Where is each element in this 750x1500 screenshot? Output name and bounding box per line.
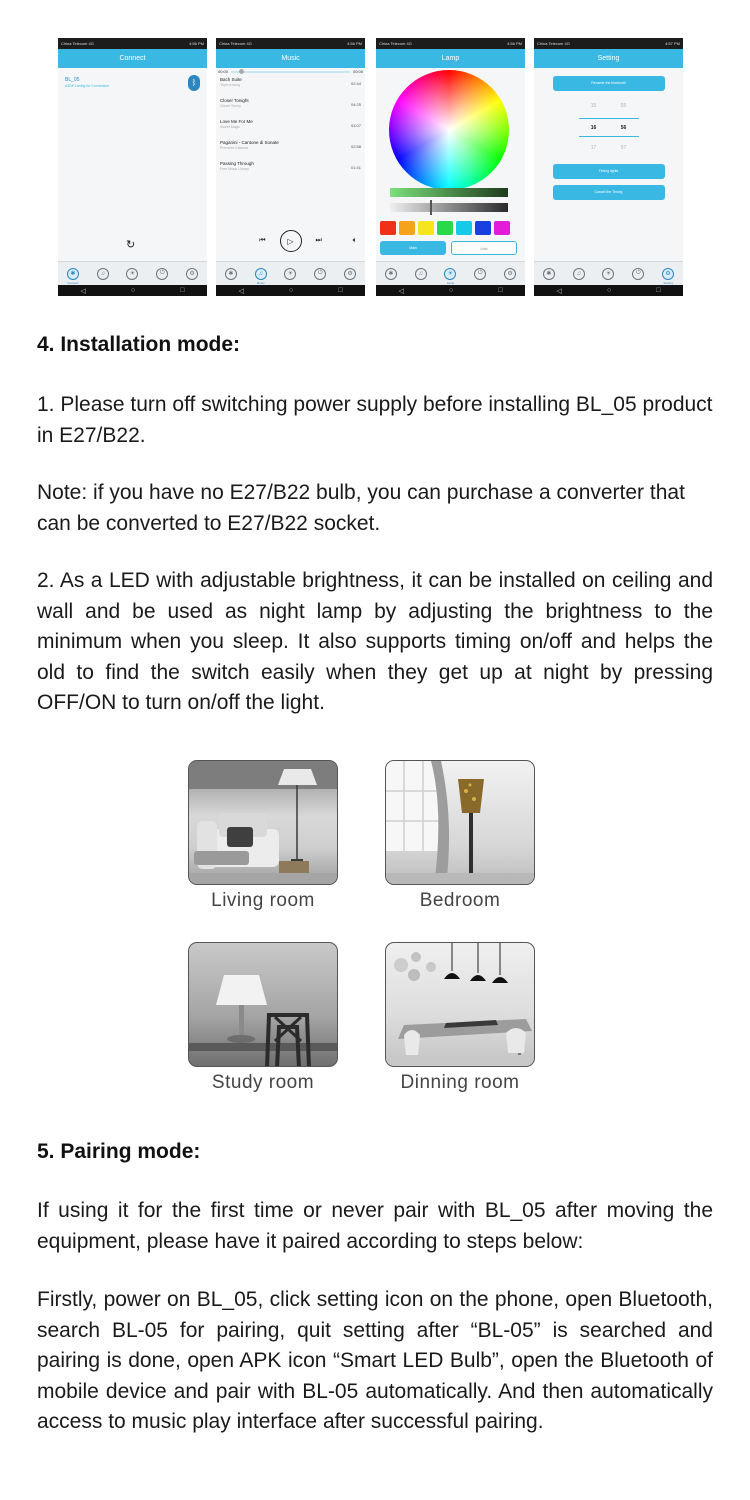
song-row[interactable]: [216, 96, 365, 117]
screen-title: Connect: [58, 49, 207, 68]
color-swatch[interactable]: [437, 221, 453, 235]
tab-music-icon[interactable]: ♫: [573, 268, 585, 280]
previous-icon[interactable]: ⏮: [259, 237, 266, 244]
clock-label: 4:57 PM: [665, 41, 680, 46]
carrier-label: China Telecom 4G: [537, 41, 570, 46]
tab-setting-icon[interactable]: ⚙ Setting: [662, 268, 674, 280]
android-nav-bar: [534, 285, 683, 296]
phone-screenshot-setting: [534, 38, 683, 296]
installation-heading: 4. Installation mode:: [37, 333, 241, 356]
minute-option[interactable]: 57: [620, 145, 627, 151]
tab-power-icon[interactable]: ⏻: [314, 268, 326, 280]
hour-option[interactable]: 15: [590, 103, 597, 109]
clock-label: 4:56 PM: [347, 41, 362, 46]
song-title: Paganini - Cantone di Sonate: [220, 140, 279, 145]
carrier-label: China Telecom 4G: [219, 41, 252, 46]
mode-main-button[interactable]: Main: [380, 241, 446, 255]
song-row[interactable]: [216, 159, 365, 180]
tab-label: Music: [256, 280, 265, 285]
song-artist: Yoyo ni dong: [220, 83, 241, 87]
color-swatch[interactable]: [399, 221, 415, 235]
back-icon[interactable]: ◁: [398, 287, 404, 295]
bedroom-label: Bedroom: [419, 890, 501, 911]
clock-label: 4:56 PM: [507, 41, 522, 46]
playback-controls: [216, 230, 365, 252]
rename-bluetooth-button[interactable]: Rename the bluetooth: [553, 76, 665, 91]
tab-music-icon[interactable]: ♫: [97, 268, 109, 280]
color-swatch[interactable]: [418, 221, 434, 235]
device-name: BL_05: [65, 77, 80, 83]
next-icon[interactable]: ⏭: [315, 237, 322, 244]
progress-track[interactable]: [231, 71, 350, 73]
song-artist: Premiere Classics: [220, 146, 249, 150]
hour-selected[interactable]: 16: [579, 118, 609, 137]
song-artist: Closer Sonny: [220, 104, 242, 108]
home-icon[interactable]: ○: [448, 287, 454, 294]
tab-music-icon[interactable]: ♫: [415, 268, 427, 280]
living-room-label: Living room: [211, 890, 315, 911]
tab-label: Setting: [663, 280, 673, 285]
color-swatch[interactable]: [380, 221, 396, 235]
brightness-slider[interactable]: [390, 188, 508, 197]
song-title: Passing Through: [220, 161, 254, 166]
mode-auto-button[interactable]: Auto: [451, 241, 517, 255]
android-nav-bar: [58, 285, 207, 296]
color-swatch[interactable]: [494, 221, 510, 235]
tab-connect-icon[interactable]: ✱: [225, 268, 237, 280]
pairing-intro: If using it for the first time or never pair with BL_05 after moving the equipment, please have it paired according to steps below:: [37, 1199, 713, 1253]
tab-label: Lamp: [446, 280, 455, 285]
tab-lamp-icon[interactable]: ☀ Lamp: [444, 268, 456, 280]
tab-setting-icon[interactable]: ⚙: [504, 268, 516, 280]
phone-screenshot-lamp: [376, 38, 525, 296]
timing-lights-button[interactable]: Timing lights: [553, 164, 665, 179]
study-room-label: Study room: [211, 1072, 315, 1093]
time-start: 00:00: [218, 69, 229, 74]
tab-lamp-icon[interactable]: ☀: [602, 268, 614, 280]
tab-lamp-icon[interactable]: ☀: [126, 268, 138, 280]
tab-bar: [534, 261, 683, 285]
status-bar: [534, 38, 683, 49]
song-row[interactable]: [216, 138, 365, 159]
screen-title: Music: [216, 49, 365, 68]
white-level-slider[interactable]: [390, 203, 508, 212]
song-title: Love Me For Me: [220, 119, 253, 124]
device-status: A2DP Laxing for Connection: [65, 84, 110, 88]
song-row[interactable]: [216, 117, 365, 138]
song-title: Bach Suite: [220, 77, 242, 82]
play-icon[interactable]: ▷: [280, 230, 302, 252]
song-duration: 04:25: [350, 102, 361, 107]
status-bar: [376, 38, 525, 49]
cancel-timing-button[interactable]: Cancel the Timing: [553, 185, 665, 200]
volume-icon[interactable]: 🔈︎: [352, 237, 357, 244]
hour-option[interactable]: 17: [590, 145, 597, 151]
dining-room-label: Dinning room: [400, 1072, 520, 1093]
carrier-label: China Telecom 4G: [61, 41, 94, 46]
color-swatch[interactable]: [456, 221, 472, 235]
clock-label: 4:56 PM: [189, 41, 204, 46]
device-row[interactable]: [62, 74, 203, 94]
bluetooth-icon[interactable]: ᛒ: [188, 75, 200, 91]
back-icon[interactable]: ◁: [238, 287, 244, 295]
song-row[interactable]: [216, 75, 365, 96]
progress-bar[interactable]: [216, 68, 365, 75]
tab-bar: [216, 261, 365, 285]
installation-note: Note: if you have no E27/B22 bulb, you can purchase a converter that can be converted to E27/B22 socket.: [37, 481, 685, 535]
study-room-photo: [188, 942, 338, 1067]
study-room-illustration: [189, 943, 338, 1067]
screen-title: Setting: [534, 49, 683, 68]
refresh-icon[interactable]: ↻: [126, 239, 136, 251]
tab-bar: [376, 261, 525, 285]
installation-step-1: 1. Please turn off switching power supply before installing BL_05 product in E27/B22.: [37, 393, 713, 447]
android-nav-bar: [376, 285, 525, 296]
tab-connect-icon[interactable]: ✱: [385, 268, 397, 280]
song-duration: 03:07: [350, 123, 361, 128]
back-icon[interactable]: ◁: [556, 287, 562, 295]
living-room-illustration: [189, 761, 338, 885]
minute-option[interactable]: 55: [620, 103, 627, 109]
tab-connect-icon[interactable]: ✱ Connect: [67, 268, 79, 280]
status-bar: [216, 38, 365, 49]
tab-lamp-icon[interactable]: ☀: [284, 268, 296, 280]
color-wheel[interactable]: [389, 70, 509, 190]
bedroom-photo: [385, 760, 535, 885]
status-bar: [58, 38, 207, 49]
tab-power-icon[interactable]: ⏻: [156, 268, 168, 280]
home-icon[interactable]: ○: [606, 287, 612, 294]
pairing-steps: Firstly, power on BL_05, click setting icon on the phone, open Bluetooth, search BL-05 for pairing, quit setting after “BL-05” is searched and pairing is done, open APK icon “Smart LED Bulb”, open the Bluetooth of mobile device and pair with BL-05 automatically. And then automatically access to music play interface after successful pairing.: [37, 1288, 713, 1433]
tab-label: Connect: [67, 280, 79, 285]
installation-step-2: 2. As a LED with adjustable brightness, it can be installed on ceiling and wall and be used as night lamp by adjusting the brightness to the minimum when you sleep. It also supports timing on/off and helps the old to find the switch easily when they get up at night by pressing OFF/ON to turn on/off the light.: [37, 569, 713, 714]
song-duration: 02:58: [350, 144, 361, 149]
song-artist: Sweet Magic: [220, 125, 241, 129]
pairing-heading: 5. Pairing mode:: [37, 1140, 201, 1163]
home-icon[interactable]: ○: [288, 287, 294, 294]
tab-music-icon[interactable]: ♫ Music: [255, 268, 267, 280]
lamp-mode-buttons: [380, 241, 517, 255]
back-icon[interactable]: ◁: [80, 287, 86, 295]
song-duration: 01:41: [350, 165, 361, 170]
minute-selected[interactable]: 56: [609, 118, 639, 137]
recent-apps-icon[interactable]: □: [498, 287, 503, 294]
song-artist: Free Music Library: [220, 167, 249, 171]
android-nav-bar: [216, 285, 365, 296]
dining-room-photo: [385, 942, 535, 1067]
tab-power-icon[interactable]: ⏻: [474, 268, 486, 280]
tab-setting-icon[interactable]: ⚙: [186, 268, 198, 280]
color-swatch[interactable]: [475, 221, 491, 235]
tab-bar: [58, 261, 207, 285]
phone-screenshot-music: [216, 38, 365, 296]
song-title: Closer Tonight: [220, 98, 249, 103]
time-picker[interactable]: [534, 97, 683, 158]
screen-title: Lamp: [376, 49, 525, 68]
recent-apps-icon[interactable]: □: [180, 287, 185, 294]
color-swatches: [380, 221, 510, 235]
recent-apps-icon[interactable]: □: [656, 287, 661, 294]
phone-screenshot-connect: [58, 38, 207, 296]
song-duration: 02:44: [350, 81, 361, 86]
dining-room-illustration: [386, 943, 535, 1067]
tab-setting-icon[interactable]: ⚙: [344, 268, 356, 280]
tab-power-icon[interactable]: ⏻: [632, 268, 644, 280]
home-icon[interactable]: ○: [130, 287, 136, 294]
recent-apps-icon[interactable]: □: [338, 287, 343, 294]
tab-connect-icon[interactable]: ✱: [543, 268, 555, 280]
carrier-label: China Telecom 4G: [379, 41, 412, 46]
bedroom-illustration: [386, 761, 535, 885]
living-room-photo: [188, 760, 338, 885]
time-end: 00:00: [352, 69, 363, 74]
